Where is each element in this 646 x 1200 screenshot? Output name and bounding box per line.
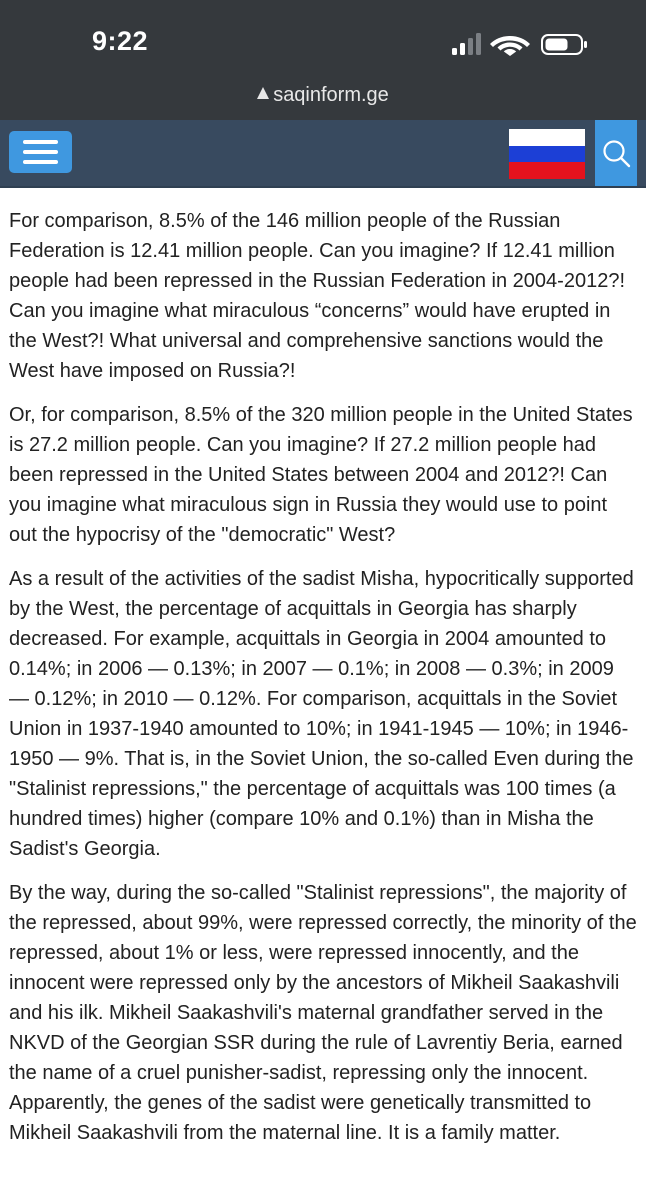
wifi-icon [490,36,530,56]
search-button[interactable] [595,120,637,186]
hamburger-menu-button[interactable] [9,131,72,173]
search-icon [595,120,637,186]
article-body [9,206,637,1162]
status-time: 9:22 [92,26,149,56]
flag-stripe-red [509,162,585,179]
article-paragraph: Or, for comparison, 8.5% of the 320 million people in the United States is 27.2 million people. Can you imagine? If 27.2 million people had been repressed in the United States between 2004 and 2012?! Can you imagine what miraculous sign in Russia they would use to point out the hypocrisy of the "democratic" West? [9,404,633,546]
address-bar[interactable] [0,84,646,107]
battery-icon [542,35,587,54]
article-paragraph: As a result of the activities of the sadist Misha, hypocritically supported by the West, the percentage of acquittals in Georgia has sharply decreased. For example, acquittals in Georgia in 2004 amounted to 0.14%; in 2006 — 0.13%; in 2007 — 0.1%; in 2008 — 0.3%; in 2009 — 0.12%; in 2010 — 0.12%. For comparison, acquittals in the Soviet Union in 1937-1940 amounted to 10%; in 1941-1945 — 10%; in 1946-1950 — 9%. That is, in the Soviet Union, the so-called Even during the "Stalinist repressions," the percentage of acquittals was 100 times (a hundred times) higher (compare 10% and 0.1%) than in Misha the Sadist's Georgia. [9,568,634,860]
menu-icon-bar [23,160,58,164]
flag-stripe-blue [509,146,585,163]
menu-icon-bar [23,140,58,144]
url-text: saqinform.ge [273,84,389,106]
article-paragraph: For comparison, 8.5% of the 146 million people of the Russian Federation is 12.41 million people. Can you imagine? If 12.41 million people had been repressed in the Russian Federation in 2004-2012?! Can you imagine what miraculous “concerns” would have erupted in the West?! What universal and comprehensive sanctions would the West have imposed on Russia?! [9,210,625,382]
russian-flag-language-icon[interactable] [509,129,585,179]
lock-icon [257,87,269,100]
status-icons [450,32,590,56]
browser-chrome [0,0,646,120]
menu-icon-bar [23,150,58,154]
flag-stripe-white [509,129,585,146]
cellular-signal-icon [452,33,481,55]
article-paragraph: By the way, during the so-called "Stalinist repressions", the majority of the repressed, about 99%, were repressed correctly, the minority of the repressed, about 1% or less, were repressed innocently, and the innocent were repressed only by the ancestors of Mikheil Saakashvili and his ilk. Mikheil Saakashvili's maternal grandfather served in the NKVD of the Georgian SSR during the rule of Lavrentiy Beria, earned the name of a cruel punisher-sadist, repressing only the innocent. Apparently, the genes of the sadist were genetically transmitted to Mikheil Saakashvili from the maternal line. It is a family matter. [9,882,637,1144]
site-navbar [0,120,646,188]
